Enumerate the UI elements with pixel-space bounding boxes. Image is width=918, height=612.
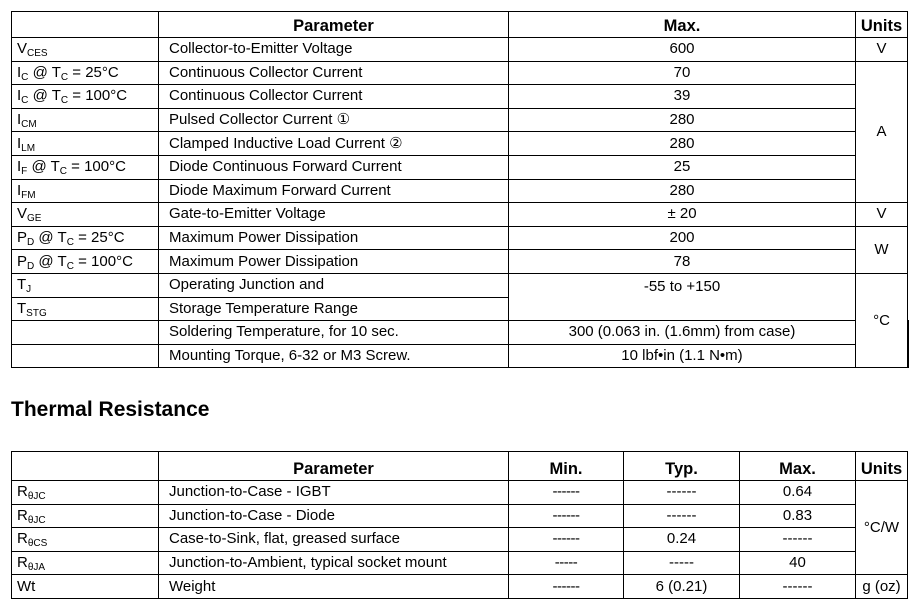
units-cell: V	[856, 203, 908, 227]
symbol-cell	[12, 575, 159, 599]
symbol-subscript: CM	[21, 119, 37, 131]
min-cell: ------	[509, 504, 624, 528]
symbol-cell	[12, 297, 159, 321]
symbol-cell	[12, 344, 159, 368]
symbol-subscript: LM	[21, 142, 36, 154]
max-cell: 280	[509, 132, 856, 156]
table-row	[12, 61, 909, 85]
table-row	[12, 203, 909, 227]
table-row	[12, 504, 908, 528]
symbol-subscript: C	[21, 71, 29, 83]
units-cell: W	[856, 226, 908, 273]
max-cell: 280	[509, 179, 856, 203]
symbol-subscript: CES	[27, 48, 48, 60]
parameter-cell: Mounting Torque, 6-32 or M3 Screw.	[159, 344, 509, 368]
table-row	[12, 575, 908, 599]
table-row	[12, 108, 909, 132]
symbol-header	[12, 12, 159, 38]
symbol-subscript: FM	[21, 189, 36, 201]
units-cell	[908, 321, 909, 345]
max-cell: 600	[509, 38, 856, 62]
parameter-cell: Diode Maximum Forward Current	[159, 179, 509, 203]
symbol: I	[17, 111, 22, 129]
condition-value: = 25°C	[73, 229, 125, 247]
max-cell: -55 to +150	[509, 273, 856, 320]
max-cell: 78	[509, 250, 856, 274]
symbol-cell	[12, 226, 159, 250]
symbol: R	[17, 506, 28, 524]
parameter-cell: Junction-to-Case - Diode	[159, 504, 509, 528]
parameter-cell: Collector-to-Emitter Voltage	[159, 38, 509, 62]
symbol-cell	[12, 250, 159, 274]
table-row	[12, 132, 909, 156]
table-row	[12, 250, 909, 274]
symbol-cell	[12, 504, 159, 528]
symbol-cell	[12, 203, 159, 227]
max-cell: 10 lbf•in (1.1 N•m)	[509, 344, 856, 368]
symbol: I	[17, 158, 22, 176]
typ-cell: -----	[624, 551, 740, 575]
condition-subscript: C	[66, 237, 74, 249]
symbol-cell	[12, 132, 159, 156]
symbol-subscript: θJC	[27, 491, 46, 503]
max-cell: 0.83	[740, 504, 856, 528]
condition: @ T	[28, 63, 61, 81]
symbol: I	[17, 87, 22, 105]
symbol-cell	[12, 85, 159, 109]
max-cell: 200	[509, 226, 856, 250]
symbol-cell	[12, 273, 159, 297]
symbol-subscript: θCS	[27, 538, 48, 550]
min-cell: ------	[509, 481, 624, 505]
table-row	[12, 551, 908, 575]
typ-cell: 6 (0.21)	[624, 575, 740, 599]
symbol-header	[12, 452, 159, 481]
min-header: Min.	[509, 452, 624, 481]
condition: @ T	[27, 158, 60, 176]
symbol-subscript: θJC	[27, 514, 46, 526]
typ-cell: ------	[624, 504, 740, 528]
symbol: I	[17, 134, 22, 152]
parameter-cell: Weight	[159, 575, 509, 599]
max-cell: 25	[509, 155, 856, 179]
condition-subscript: C	[59, 166, 67, 178]
symbol: P	[17, 252, 28, 270]
max-cell: 280	[509, 108, 856, 132]
parameter-cell: Maximum Power Dissipation	[159, 226, 509, 250]
symbol-subscript: STG	[26, 307, 47, 319]
symbol-cell	[12, 38, 159, 62]
symbol-cell	[12, 528, 159, 552]
parameter-cell: Continuous Collector Current	[159, 85, 509, 109]
symbol-cell	[12, 321, 159, 345]
symbol: I	[17, 181, 22, 199]
typ-cell: ------	[624, 481, 740, 505]
max-header: Max.	[509, 12, 856, 38]
symbol: R	[17, 554, 28, 572]
parameter-cell: Maximum Power Dissipation	[159, 250, 509, 274]
units-header: Units	[856, 452, 908, 481]
symbol-subscript: θJA	[27, 562, 46, 574]
min-cell: ------	[509, 528, 624, 552]
table-row	[12, 481, 908, 505]
units-cell: °C	[856, 273, 908, 367]
symbol-subscript: D	[27, 237, 35, 249]
parameter-cell: Soldering Temperature, for 10 sec.	[159, 321, 509, 345]
symbol-subscript: D	[27, 260, 35, 272]
parameter-header: Parameter	[159, 12, 509, 38]
parameter-cell: Junction-to-Case - IGBT	[159, 481, 509, 505]
symbol: T	[17, 299, 27, 317]
condition-subscript: C	[60, 95, 69, 107]
thermal-resistance-table	[11, 451, 908, 599]
header-row	[12, 452, 908, 481]
symbol-subscript: F	[21, 166, 28, 178]
units-cell	[908, 344, 909, 368]
header-row	[12, 12, 909, 38]
max-cell: 40	[740, 551, 856, 575]
units-cell: g (oz)	[856, 575, 908, 599]
symbol: V	[17, 40, 28, 58]
table-row	[12, 155, 909, 179]
condition: @ T	[28, 87, 61, 105]
table-row	[12, 179, 909, 203]
table-row	[12, 528, 908, 552]
symbol-cell	[12, 155, 159, 179]
max-cell: 0.64	[740, 481, 856, 505]
units-header: Units	[856, 12, 908, 38]
max-cell: 70	[509, 61, 856, 85]
condition: @ T	[34, 229, 67, 247]
parameter-cell: Diode Continuous Forward Current	[159, 155, 509, 179]
symbol: R	[17, 530, 28, 548]
max-cell: ------	[740, 528, 856, 552]
condition-value: = 25°C	[68, 63, 119, 81]
min-cell: -----	[509, 551, 624, 575]
table-row	[12, 344, 909, 368]
table-row	[12, 38, 909, 62]
parameter-cell: Clamped Inductive Load Current ②	[159, 132, 509, 156]
parameter-cell: Junction-to-Ambient, typical socket mount	[159, 551, 509, 575]
max-cell: 300 (0.063 in. (1.6mm) from case)	[509, 321, 856, 345]
units-cell: A	[856, 61, 908, 203]
symbol: P	[17, 229, 28, 247]
max-header: Max.	[740, 452, 856, 481]
symbol-subscript: GE	[27, 213, 42, 225]
condition-value: = 100°C	[66, 158, 126, 176]
symbol: V	[17, 205, 28, 223]
symbol-cell	[12, 179, 159, 203]
symbol-cell	[12, 108, 159, 132]
symbol-cell	[12, 481, 159, 505]
typ-header: Typ.	[624, 452, 740, 481]
symbol: Wt	[17, 577, 36, 595]
symbol-subscript: J	[26, 284, 32, 296]
condition: @ T	[34, 252, 67, 270]
symbol: I	[17, 63, 22, 81]
parameter-cell: Operating Junction and	[159, 273, 509, 297]
condition-value: = 100°C	[68, 87, 128, 105]
max-cell: ± 20	[509, 203, 856, 227]
parameter-cell: Storage Temperature Range	[159, 297, 509, 321]
symbol: R	[17, 483, 28, 501]
parameter-cell: Continuous Collector Current	[159, 61, 509, 85]
symbol-cell	[12, 61, 159, 85]
condition-value: = 100°C	[73, 252, 133, 270]
min-cell: ------	[509, 575, 624, 599]
table-row	[12, 226, 909, 250]
absolute-max-ratings-table	[11, 11, 909, 368]
symbol: T	[17, 276, 27, 294]
typ-cell: 0.24	[624, 528, 740, 552]
max-cell: ------	[740, 575, 856, 599]
parameter-cell: Case-to-Sink, flat, greased surface	[159, 528, 509, 552]
parameter-cell: Gate-to-Emitter Voltage	[159, 203, 509, 227]
condition-subscript: C	[66, 260, 74, 272]
max-cell: 39	[509, 85, 856, 109]
table-row	[12, 321, 909, 345]
table-row	[12, 85, 909, 109]
parameter-header: Parameter	[159, 452, 509, 481]
parameter-cell: Pulsed Collector Current ①	[159, 108, 509, 132]
table-row	[12, 273, 909, 297]
thermal-resistance-title: Thermal Resistance	[11, 398, 210, 421]
condition-subscript: C	[60, 71, 69, 83]
units-cell: °C/W	[856, 481, 908, 575]
symbol-cell	[12, 551, 159, 575]
symbol-subscript: C	[21, 95, 29, 107]
units-cell: V	[856, 38, 908, 62]
